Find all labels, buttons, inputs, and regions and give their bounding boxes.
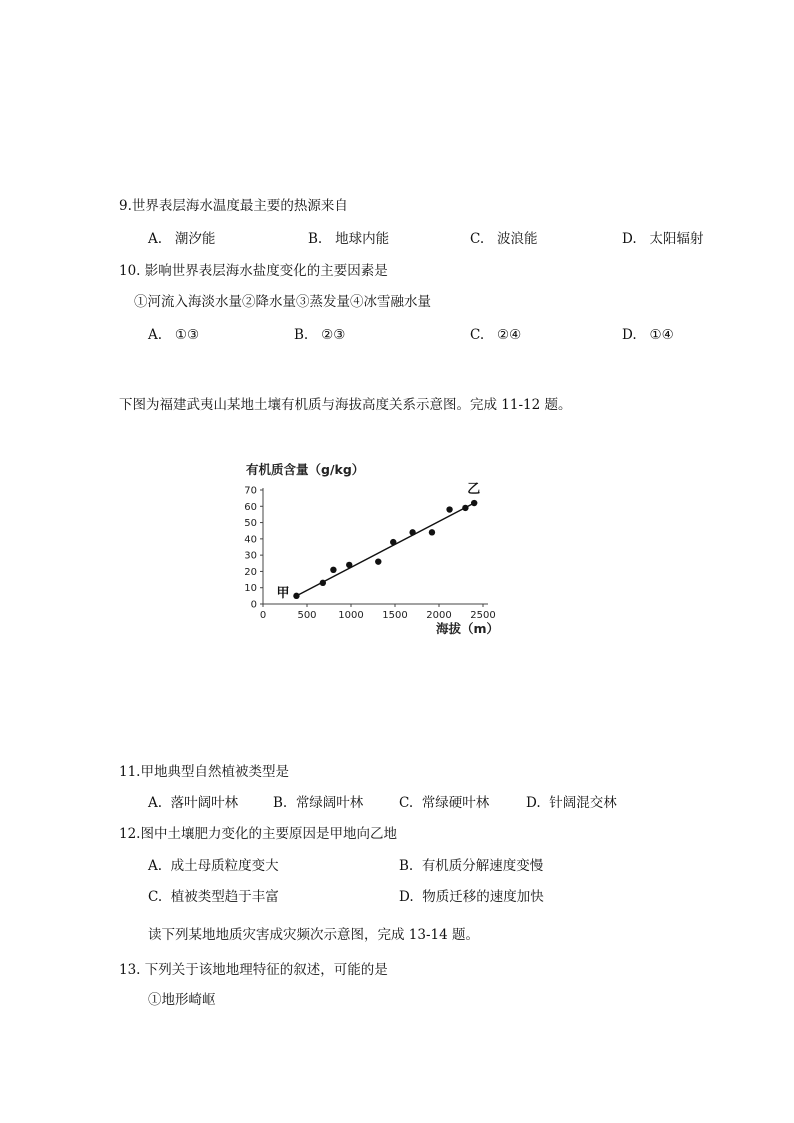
- q10-sub: ①河流入海淡水量②降水量③蒸发量④冰雪融水量: [134, 294, 431, 310]
- q11-stem: 11.甲地典型自然植被类型是: [119, 764, 289, 780]
- option-text: ②④: [497, 327, 522, 343]
- y-tick-label: 40: [244, 534, 257, 546]
- x-tick-label: 500: [297, 610, 317, 621]
- q9-option-c: [470, 230, 538, 248]
- option-letter: A.: [148, 327, 163, 343]
- x-tick-label: 0: [259, 610, 267, 621]
- option-letter: C.: [399, 795, 414, 811]
- option-text: 成土母质粒度变大: [170, 858, 279, 874]
- option-text: ①④: [649, 327, 674, 343]
- option-text: 潮汐能: [174, 231, 216, 247]
- data-point: [429, 529, 435, 535]
- q10-option-d: [622, 326, 674, 344]
- y-tick-label: 70: [244, 485, 257, 497]
- option-letter: D.: [399, 889, 414, 905]
- data-point: [346, 562, 352, 568]
- option-letter: A.: [148, 231, 163, 247]
- y-tick-label: 50: [244, 518, 257, 530]
- intro-13-14: 读下列某地地质灾害成灾频次示意图，完成 13-14 题。: [148, 927, 479, 943]
- intro-11-12: 下图为福建武夷山某地土壤有机质与海拔高度关系示意图。完成 11-12 题。: [119, 397, 572, 413]
- q11-option-a: [148, 794, 238, 812]
- q12-option-c: [148, 888, 279, 906]
- y-tick-label: 10: [244, 583, 257, 595]
- x-tick-label: 2000: [426, 610, 452, 621]
- q12-option-d: [399, 888, 544, 906]
- q9-option-a: [148, 230, 215, 248]
- q12-stem: 12.图中土壤肥力变化的主要原因是甲地向乙地: [119, 826, 397, 842]
- annotation-jia: 甲: [276, 585, 290, 601]
- data-point: [471, 500, 477, 506]
- option-letter: C.: [470, 327, 485, 343]
- y-tick-label: 60: [244, 501, 257, 513]
- option-text: 地球内能: [335, 231, 390, 247]
- option-text: 常绿硬叶林: [421, 795, 490, 811]
- data-point: [330, 567, 336, 573]
- q11-option-b: [273, 794, 363, 812]
- q9-option-d: [622, 230, 704, 248]
- organic-matter-altitude-chart: [238, 452, 528, 652]
- option-letter: B.: [294, 327, 309, 343]
- option-text: 针阔混交林: [549, 795, 617, 811]
- q9-stem: 9.世界表层海水温度最主要的热源来自: [119, 198, 348, 214]
- q10-option-b: [294, 326, 345, 344]
- option-letter: B.: [308, 231, 323, 247]
- option-letter: B.: [273, 795, 288, 811]
- data-point: [390, 539, 396, 545]
- q12-option-a: [148, 857, 279, 875]
- q13-sub: ①地形崎岖: [148, 992, 216, 1008]
- option-text: 常绿阔叶林: [295, 795, 364, 811]
- option-text: 波浪能: [497, 231, 538, 247]
- option-letter: D.: [622, 327, 637, 343]
- q11-option-d: [526, 794, 617, 812]
- option-text: 太阳辐射: [649, 231, 704, 247]
- x-tick-label: 1000: [338, 610, 364, 621]
- option-text: 植被类型趋于丰富: [170, 889, 279, 905]
- option-letter: D.: [526, 795, 541, 811]
- x-axis-label: 海拔（m）: [436, 621, 500, 636]
- y-tick-label: 0: [250, 599, 257, 611]
- option-letter: C.: [470, 231, 485, 247]
- y-tick-label: 30: [244, 550, 257, 562]
- data-point: [446, 506, 452, 512]
- q9-option-b: [308, 230, 389, 248]
- x-tick-label: 2500: [470, 610, 496, 621]
- option-text: 物质迁移的速度加快: [422, 889, 544, 905]
- q10-stem: 10. 影响世界表层海水盐度变化的主要因素是: [119, 263, 388, 279]
- q10-option-c: [470, 326, 521, 344]
- y-axis-label: 有机质含量（g/kg）: [246, 462, 365, 477]
- option-letter: A.: [148, 858, 163, 874]
- x-tick-label: 1500: [382, 610, 408, 621]
- option-text: ①③: [174, 327, 200, 343]
- data-point: [462, 505, 468, 511]
- data-point: [320, 580, 326, 586]
- option-letter: D.: [622, 231, 637, 247]
- option-text: 有机质分解速度变慢: [421, 858, 544, 874]
- data-point: [375, 558, 381, 564]
- option-text: ②③: [321, 327, 346, 343]
- data-point: [409, 529, 415, 535]
- y-tick-label: 20: [244, 566, 257, 578]
- q12-option-b: [399, 857, 543, 875]
- option-letter: C.: [148, 889, 163, 905]
- q11-option-c: [399, 794, 489, 812]
- q13-stem: 13. 下列关于该地地理特征的叙述，可能的是: [119, 962, 388, 978]
- data-point: [293, 593, 299, 599]
- option-letter: A.: [148, 795, 163, 811]
- option-letter: B.: [399, 858, 414, 874]
- q10-option-a: [148, 326, 199, 344]
- option-text: 落叶阔叶林: [170, 795, 239, 811]
- annotation-yi: 乙: [467, 482, 481, 498]
